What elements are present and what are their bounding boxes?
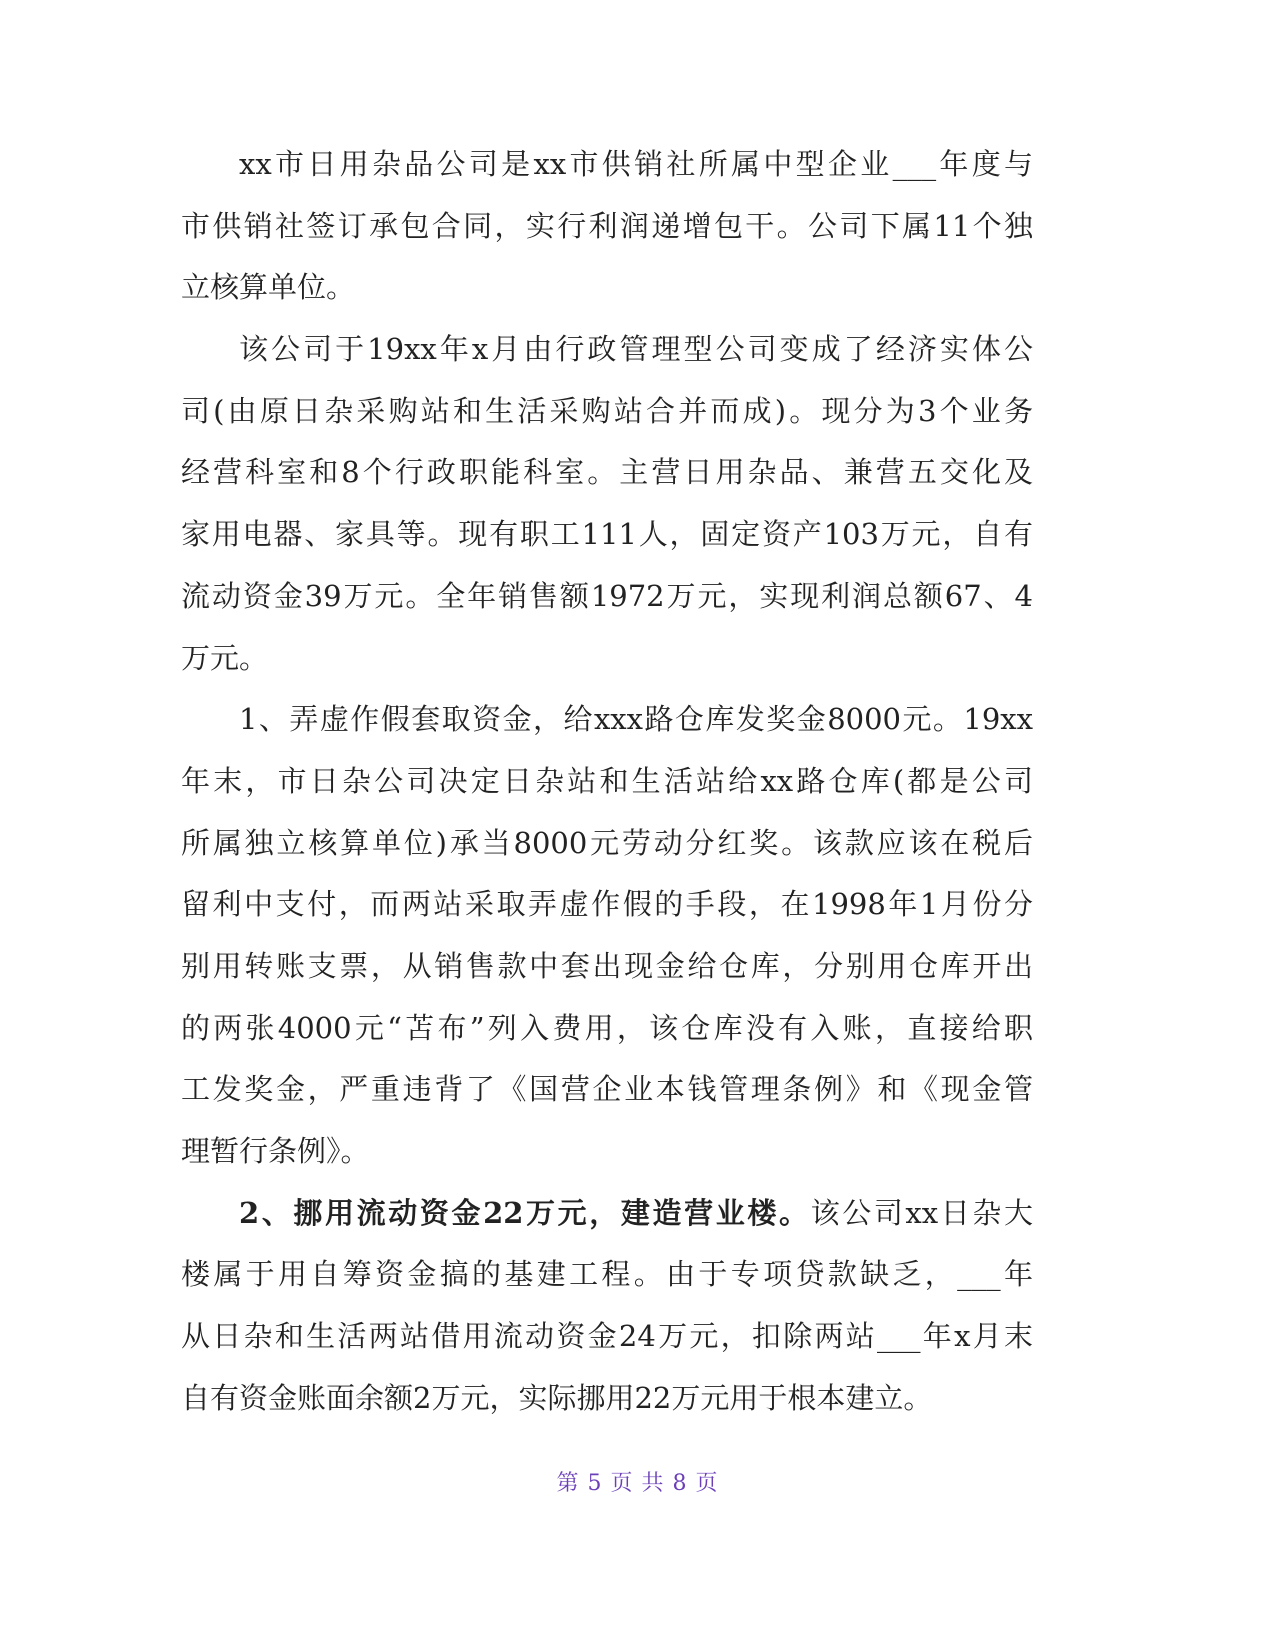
text-line: 年末，市日杂公司决定日杂站和生活站给xx路仓库(都是公司	[181, 763, 1033, 798]
text-line: 流动资金39万元。全年销售额1972万元，实现利润总额67、4	[181, 578, 1033, 613]
text-line: 1、弄虚作假套取资金，给xxx路仓库发奖金8000元。19xx	[239, 702, 1033, 737]
text-line: 理暂行条例》。	[181, 1134, 370, 1168]
text-line	[181, 1183, 1033, 1245]
text-line: 留利中支付，而两站采取弄虚作假的手段，在1998年1月份分	[181, 887, 1033, 922]
text-line: 所属独立核算单位)承当8000元劳动分红奖。该款应该在税后	[181, 825, 1033, 860]
text-line: 司(由原日杂采购站和生活采购站合并而成)。现分为3个业务	[181, 393, 1033, 428]
text-run: 该公司xx日杂大	[810, 1195, 1033, 1230]
paragraph-4	[181, 1183, 1033, 1430]
paragraph-3	[181, 689, 1033, 1183]
text-line: 别用转账支票，从销售款中套出现金给仓库，分别用仓库开出	[181, 948, 1033, 983]
text-line: 工发奖金，严重违背了《国营企业本钱管理条例》和《现金管	[181, 1072, 1033, 1107]
text-line: 楼属于用自筹资金搞的基建工程。由于专项贷款缺乏，___年	[181, 1257, 1033, 1292]
text-line: 万元。	[181, 640, 269, 675]
section-heading: 2、挪用流动资金22万元，建造营业楼。	[239, 1195, 811, 1230]
paragraph-1	[181, 134, 1033, 319]
text-line: 该公司于19xx年x月由行政管理型公司变成了经济实体公	[239, 332, 1033, 367]
page-number: 第 5 页 共 8 页	[556, 1471, 719, 1496]
text-line: 的两张4000元“苫布”列入费用，该仓库没有入账，直接给职	[181, 1010, 1033, 1045]
text-line: xx市日用杂品公司是xx市供销社所属中型企业___年度与	[239, 147, 1033, 181]
text-line: 从日杂和生活两站借用流动资金24万元，扣除两站___年x月末	[181, 1319, 1033, 1354]
text-line: 市供销社签订承包合同，实行利润递增包干。公司下属11个独	[181, 208, 1033, 243]
paragraph-2	[181, 319, 1033, 689]
document-body	[181, 134, 1033, 1429]
text-line: 自有资金账面余额2万元，实际挪用22万元用于根本建立。	[181, 1380, 933, 1415]
text-line: 立核算单位。	[181, 270, 356, 305]
text-line: 家用电器、家具等。现有职工111人，固定资产103万元，自有	[181, 517, 1033, 552]
text-line: 经营科室和8个行政职能科室。主营日用杂品、兼营五交化及	[181, 455, 1033, 490]
